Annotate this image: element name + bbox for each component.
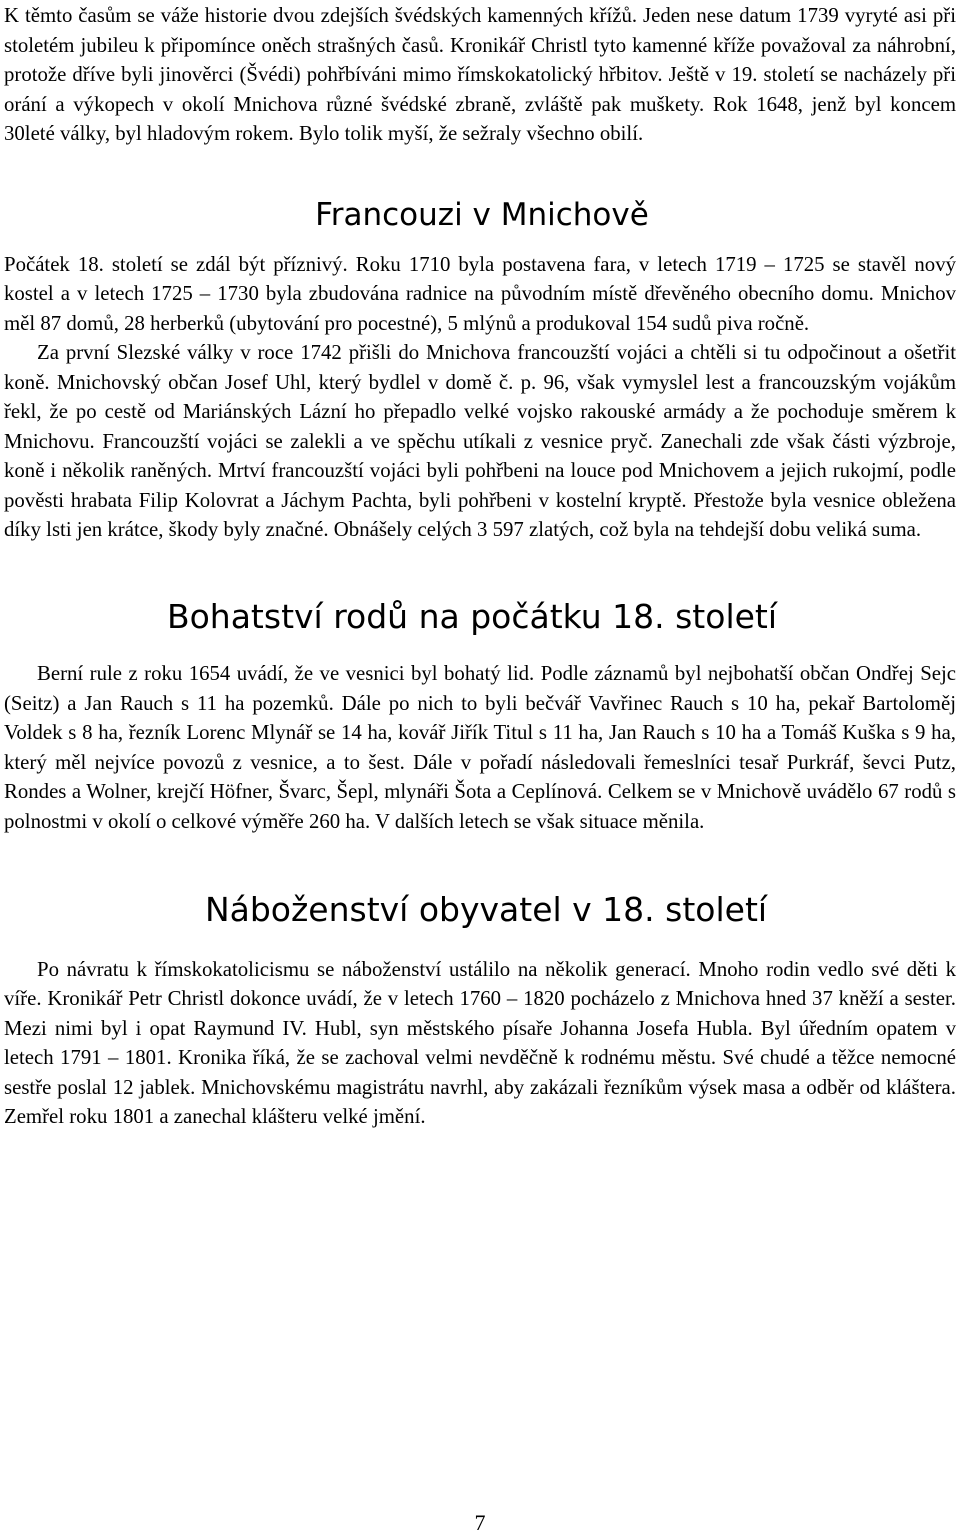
heading-nabozenstvi-obyvatel: Náboženství obyvatel v 18. století (204, 890, 768, 930)
intro-paragraph: K těmto časům se váže historie dvou zdejších švédských kamenných křížů. Jeden nese datum 1739 vyryté asi při stoletém jubileu k připomínce oněch strašných časů. Kronikář Christl tyto kamenné kříže považoval za náhrobní, protože dříve byli jinověrci (Švédi) pohřbíváni mimo římskokatolický hřbitov. Ještě v 19. století se nacházely při orání a výkopech v okolí Mnichova různé švédské zbraně, zvláště pak muškety. Rok 1648, jenž byl koncem 30leté války, byl hladovým rokem. Bylo tolik myší, že sežraly všechno obilí. (4, 4, 956, 145)
paragraph-nabozenstvi-1: Po návratu k římskokatolicismu se náboženství ustálilo na několik generací. Mnoho rodin vedlo své děti k víře. Kronikář Petr Christl dokonce uvádí, že v letech 1760 – 1820 pocházelo z Mnichova hned 37 kněží a sester. Mezi nimi byl i opat Raymund IV. Hubl, syn městského písaře Johanna Josefa Hubla. Byl úředním opatem v letech 1791 – 1801. Kronika říká, že se zachoval velmi nevděčně k rodnému městu. Své chudé a těžce nemocné sestře poslal 12 jablek. Mnichovskému magistrátu navrhl, aby zakázali řezníkům výsek masa a odběr od kláštera. Zemřel roku 1801 a zanechal klášteru velké jmění. (4, 957, 956, 1129)
page-number: 7 (474, 1510, 486, 1535)
paragraph-bohatstvi-1: Berní rule z roku 1654 uvádí, že ve vesnici byl bohatý lid. Podle záznamů byl nejbohatší občan Ondřej Sejc (Seitz) a Jan Rauch s 11 ha pozemků. Dále po nich to byli bečvář Vavřinec Rauch s 10 ha, pekař Bartoloměj Voldek s 8 ha, řezník Lorenc Mlynář se 14 ha, kovář Jiřík Titul s 11 ha, Jan Rauch s 10 ha a Tomáš Kuška s 9 ha, který měl nejvíce povozů z vesnice, a to šest. Dále v pořadí následovali řemeslníci tesař Purkráf, ševci Putz, Rondes a Wolner, krejčí Höfner, Švarc, Šepl, mlynáři Šota a Ceplínová. Celkem se v Mnichově uvádělo 67 rodů s polnostmi v okolí o celkové výměře 260 ha. V dalších letech se však situace měnila. (4, 662, 956, 833)
heading-francouzi-v-mnichove: Francouzi v Mnichově (315, 196, 649, 233)
paragraph-francouzi-1: Počátek 18. století se zdál být příznivý. Roku 1710 byla postavena fara, v letech 1719 – 1725 se stavěl nový kostel a v letech 1725 – 1730 byla zbudována radnice na původním místě dřevěného obecního domu. Mnichov měl 87 domů, 28 herberků (ubytování pro pocestné), 5 mlýnů a produkoval 154 sudů piva ročně. (4, 252, 956, 335)
heading-bohatstvi-rodu: Bohatství rodů na počátku 18. století (166, 596, 778, 636)
paragraph-francouzi-2: Za první Slezské války v roce 1742 přišli do Mnichova francouzští vojáci a chtěli si tu odpočinout a ošetřit koně. Mnichovský občan Josef Uhl, který bydlel v domě č. p. 96, však vymyslel lest a francouzským vojákům řekl, že po cestě od Mariánských Lázní ho přepadlo velké vojsko rakouské armády a že pochoduje směrem k Mnichovu. Francouzští vojáci se zalekli a ve spěchu utíkali z vesnice pryč. Zanechali zde však části výzbroje, koně i několik raněných. Mrtví francouzští vojáci byli pohřbeni na louce pod Mnichovem a jejich rukojmí, podle pověsti hrabata Filip Kolovrat a Jáchym Pachta, byli pohřbeni v kostelní kryptě. Přestože byla vesnice obležena díky lsti jen krátce, škody byly značné. Obnášely celých 3 597 zlatých, což byla na tehdejší dobu veliká suma. (4, 341, 956, 542)
document-page (4, 0, 956, 1132)
